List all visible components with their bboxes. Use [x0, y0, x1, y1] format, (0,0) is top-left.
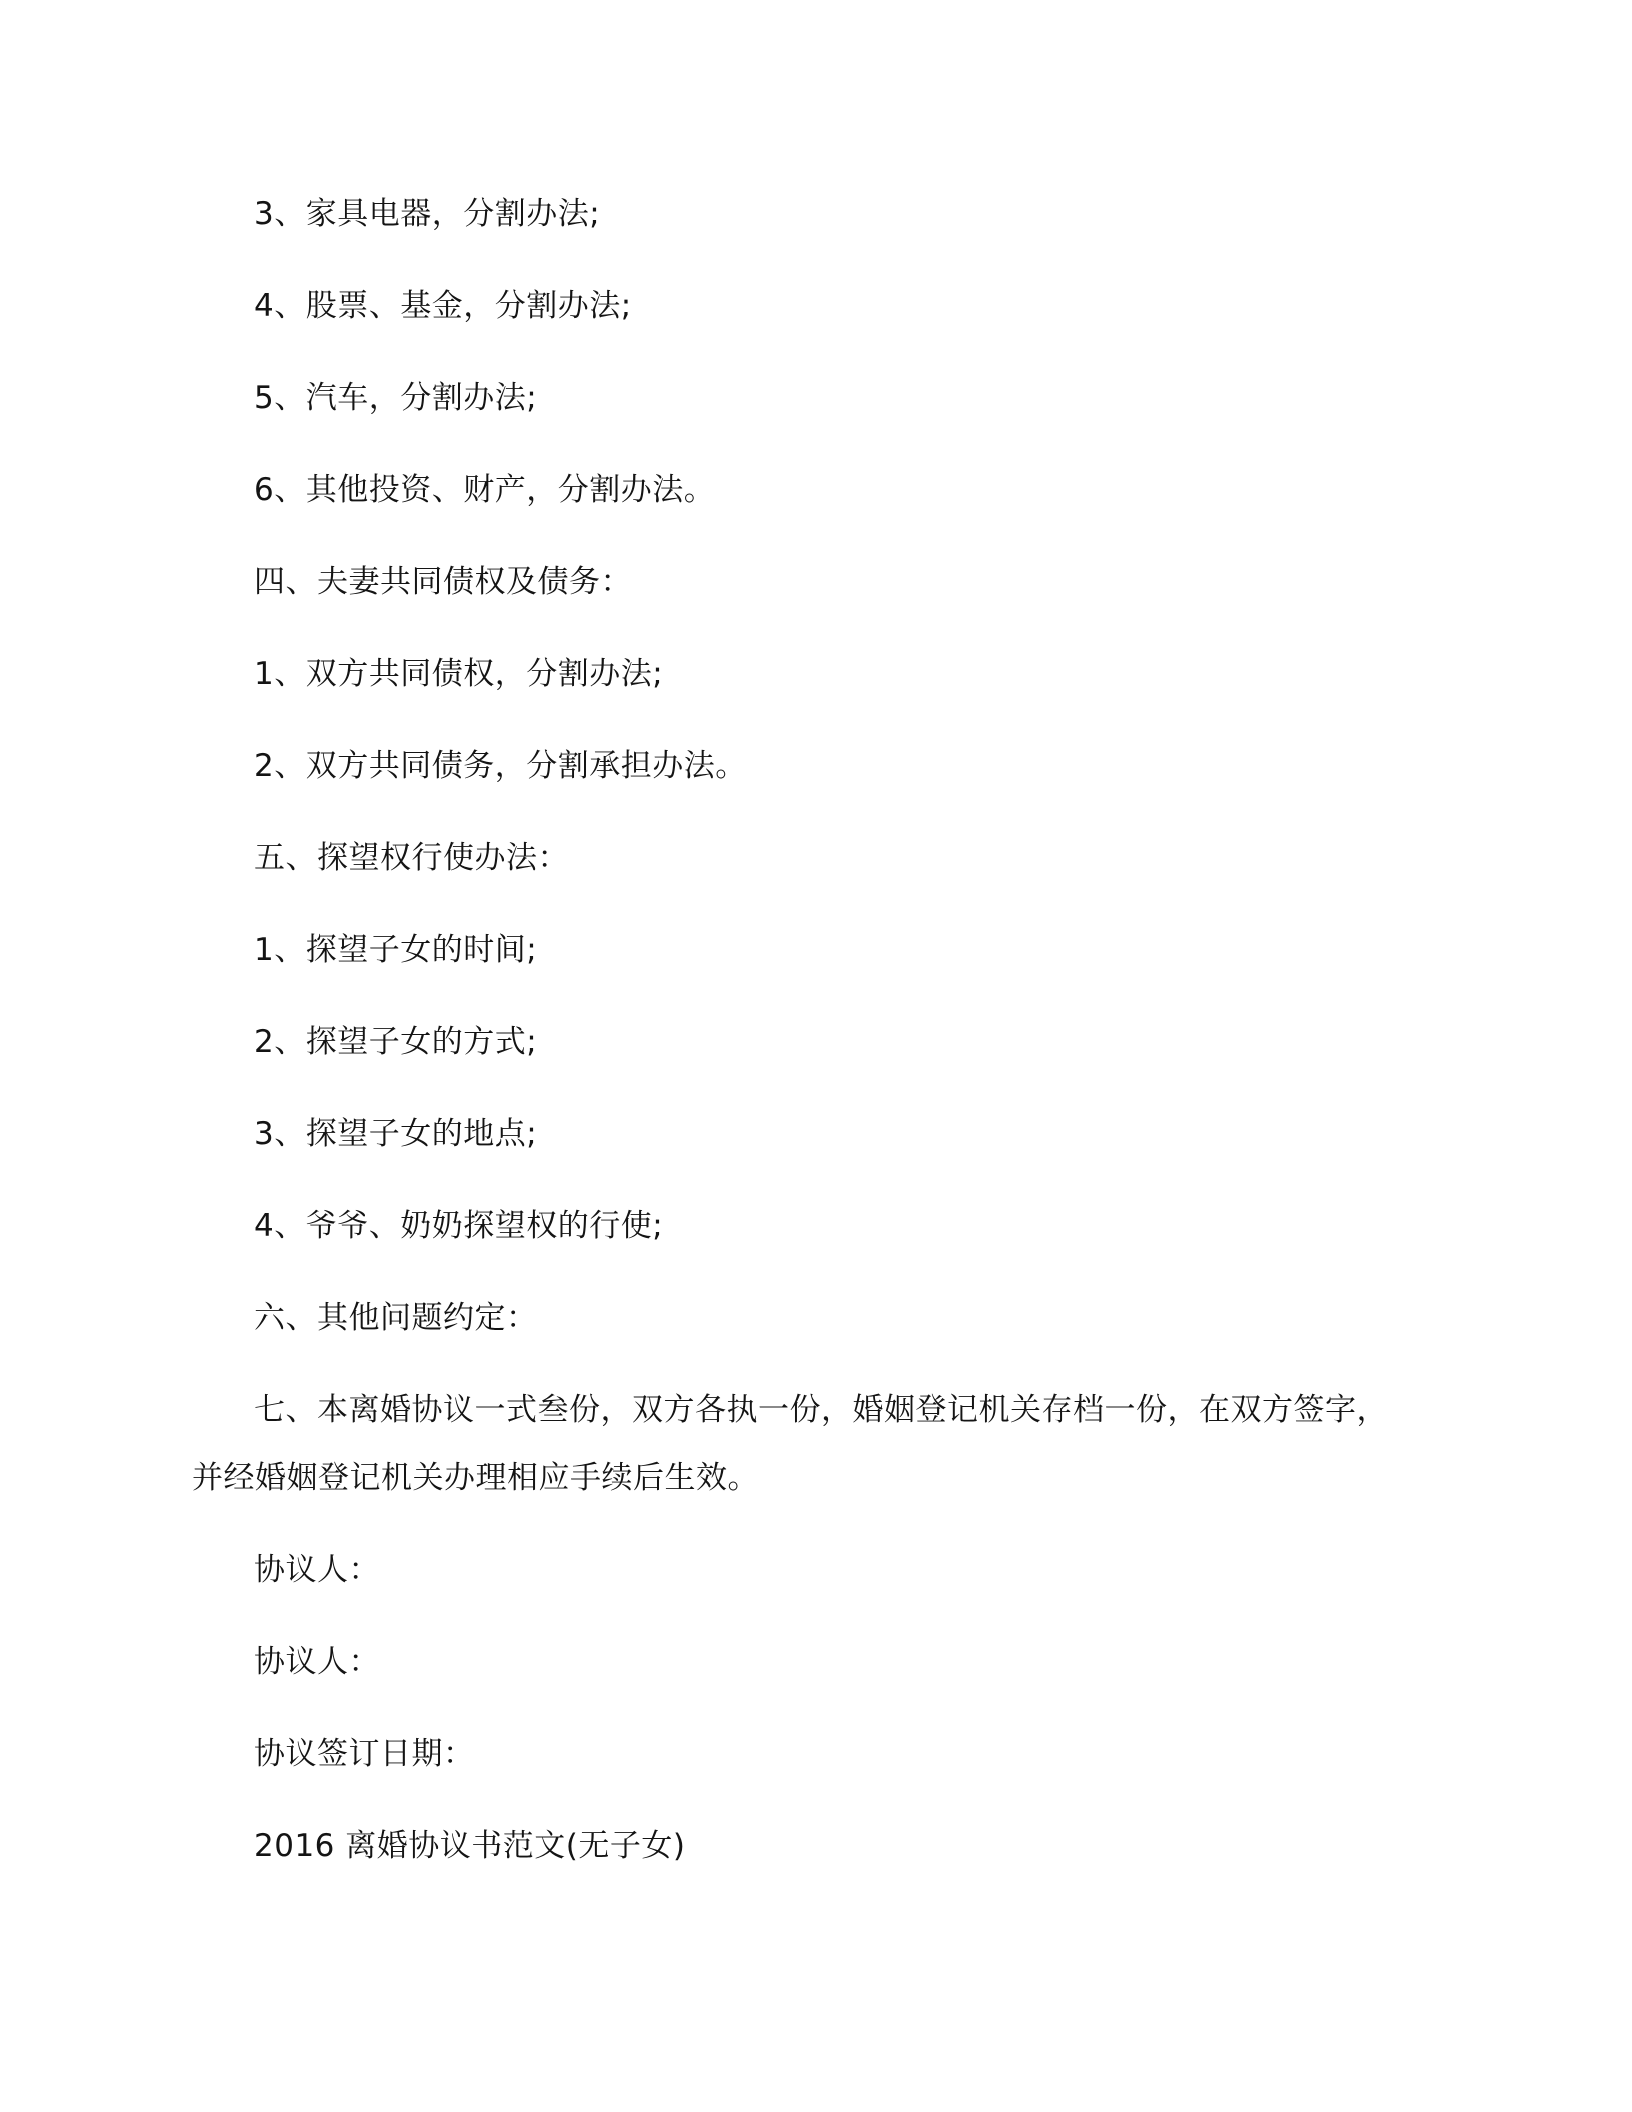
- section-heading-visitation: 五、探望权行使办法：: [254, 840, 569, 876]
- item-grandparents-visitation: 4、爷爷、奶奶探望权的行使;: [254, 1208, 664, 1244]
- section-heading-debts: 四、夫妻共同债权及债务：: [254, 564, 632, 600]
- clause-seven-line-2: 并经婚姻登记机关办理相应手续后生效。: [192, 1460, 759, 1496]
- item-visit-time: 1、探望子女的时间;: [254, 932, 538, 968]
- item-visit-method: 2、探望子女的方式;: [254, 1024, 538, 1060]
- next-document-title: 2016 离婚协议书范文(无子女): [254, 1828, 686, 1864]
- item-joint-claims: 1、双方共同债权，分割办法;: [254, 656, 664, 692]
- clause-seven-paragraph: [192, 1390, 1412, 1498]
- section-heading-other-matters: 六、其他问题约定：: [254, 1300, 538, 1336]
- item-visit-location: 3、探望子女的地点;: [254, 1116, 538, 1152]
- item-stocks-funds: 4、股票、基金，分割办法;: [254, 288, 632, 324]
- item-joint-debts: 2、双方共同债务，分割承担办法。: [254, 748, 747, 784]
- clause-seven-line-1: 七、本离婚协议一式叁份，双方各执一份，婚姻登记机关存档一份，在双方签字，: [254, 1392, 1388, 1428]
- item-car: 5、汽车，分割办法;: [254, 380, 538, 416]
- item-furniture-appliances: 3、家具电器，分割办法;: [254, 196, 601, 232]
- signatory-1-label: 协议人：: [254, 1552, 380, 1588]
- signatory-2-label: 协议人：: [254, 1644, 380, 1680]
- item-other-investments: 6、其他投资、财产，分割办法。: [254, 472, 716, 508]
- signing-date-label: 协议签订日期：: [254, 1736, 475, 1772]
